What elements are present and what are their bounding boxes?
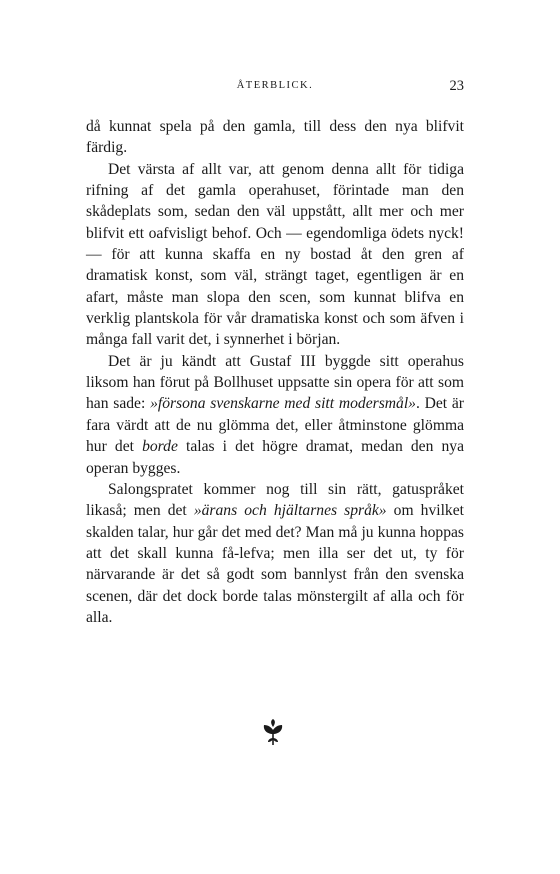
running-title: ÅTERBLICK. [236, 80, 314, 91]
text-run: Salongspratet kommer nog till sin rätt, gatuspråket likaså; men det [86, 480, 464, 520]
text-run: . Det är fara värdt att de nu glömma det, eller åtminstone glömma hur det [86, 395, 464, 456]
italic-text: »försona svenskarne med sitt modersmål» [150, 395, 416, 413]
text-run: Det är ju kändt att Gustaf III byggde sitt operahus liksom han förut på Bollhuset uppsatte sin opera för att som han sade: [86, 352, 464, 413]
leaf-ornament-icon [262, 718, 284, 746]
body-text [86, 116, 464, 628]
text-run: talas i det högre dramat, medan den nya operan bygges. [86, 438, 464, 477]
paragraph [86, 116, 464, 159]
paragraph [86, 351, 464, 479]
text-run: om hvilket skalden talar, hur går det med det? Man må ju kunna hoppas att det skall kunna få-lefva; men illa ser det ut, ty för närvarande är det så godt som bannlyst från den svenska scenen, där det dock borde talas mönstergilt af alla och för alla. [86, 502, 464, 626]
italic-text: »ärans och hjältarnes språk» [193, 502, 387, 520]
italic-text: borde [142, 438, 178, 456]
text-run: Det värsta af allt var, att genom denna allt för tidiga rifning af det gamla operahuset, förintade man den skådeplats som, sedan den väl uppstått, allt mer och mer blifvit ett oafvisligt behof. Och — egendomliga ödets nyck! — för att kunna skaffa en ny bostad åt den gren af dramatisk konst, som väl, strängt taget, egentligen är en afart, måste man slopa den scen, som kunnat blifva en verklig plantskola för vår dramatiska konst och som äfven i många fall varit det, i synnerhet i början. [86, 160, 464, 349]
paragraph [86, 159, 464, 351]
paragraph [86, 479, 464, 628]
page-number: 23 [449, 78, 464, 94]
page-header [86, 80, 464, 100]
text-run: då kunnat spela på den gamla, till dess den nya blifvit färdig. [86, 118, 464, 157]
